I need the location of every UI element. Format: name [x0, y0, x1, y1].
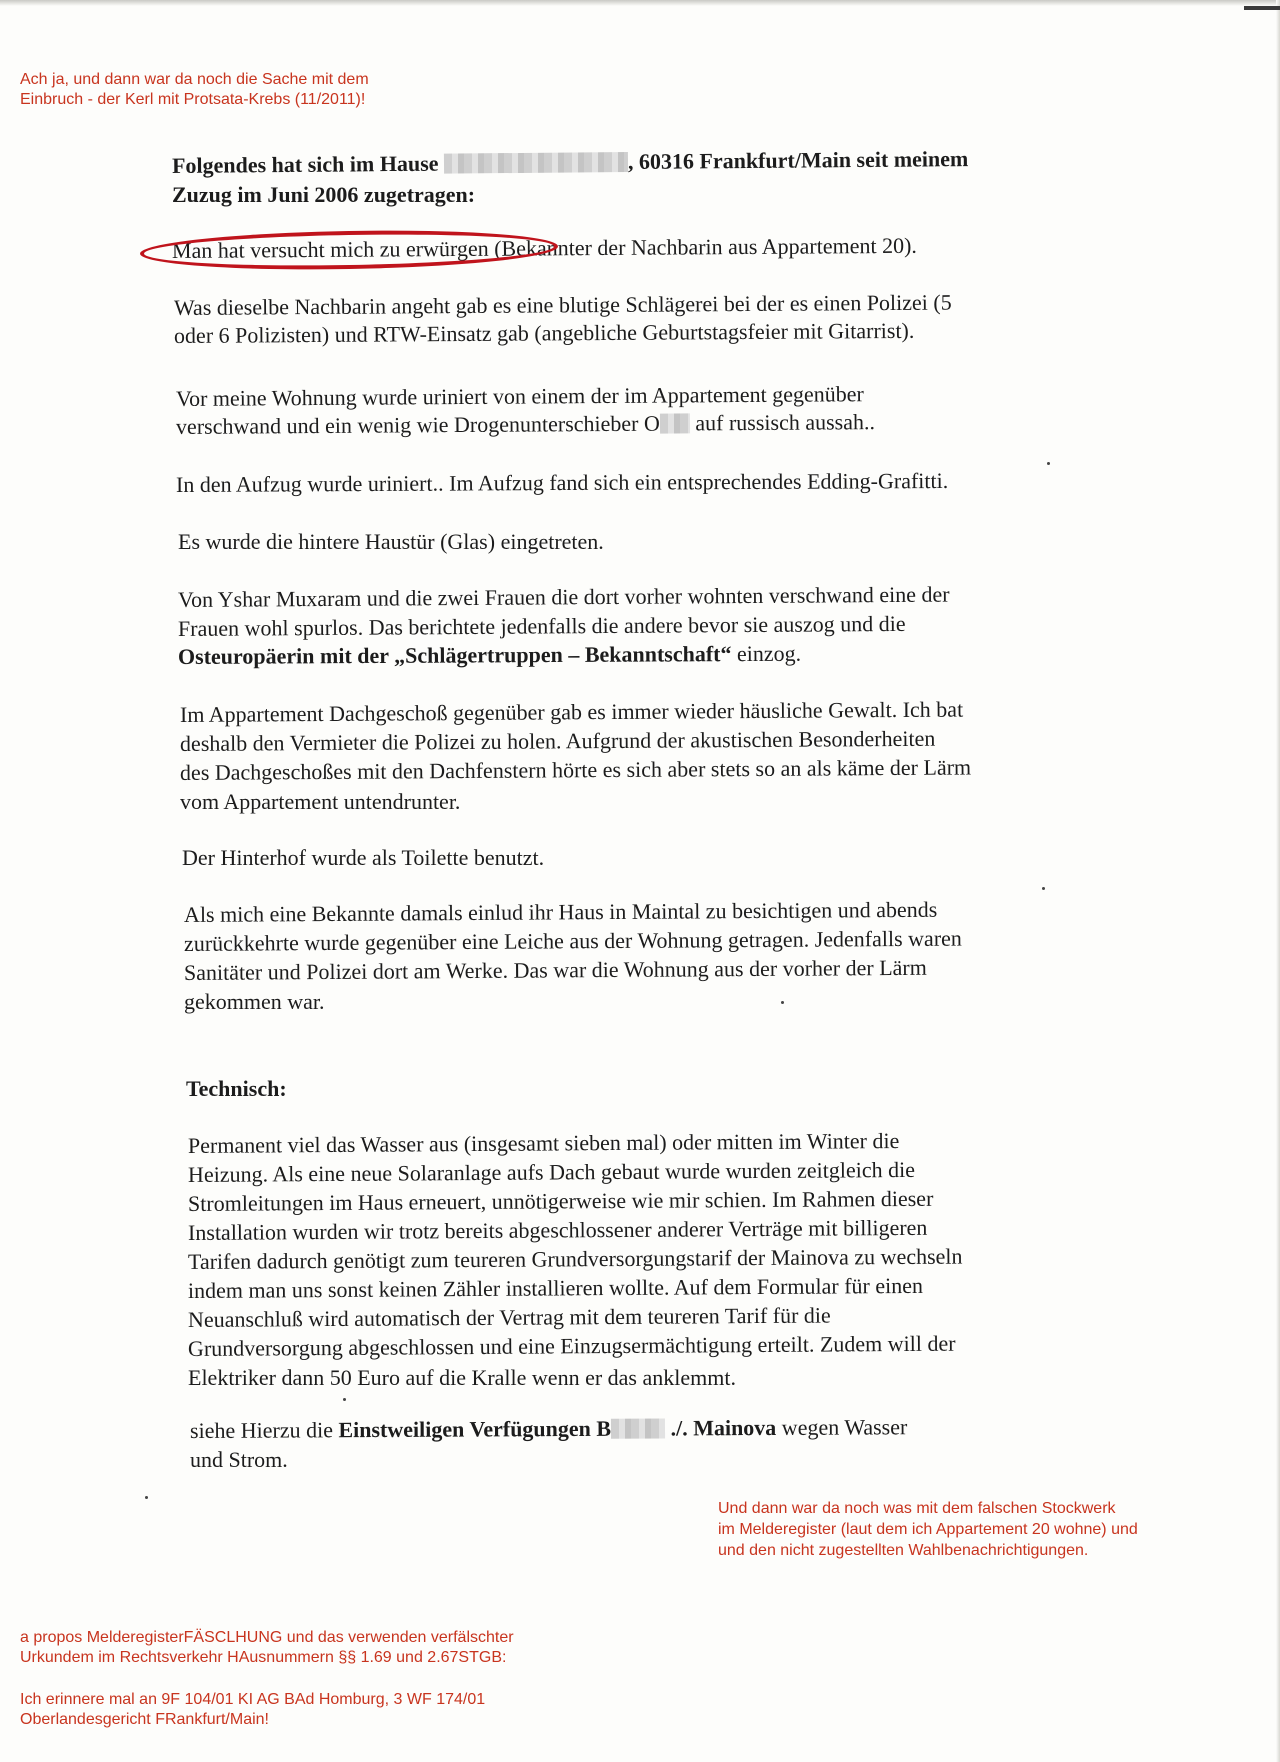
paragraph-disappear-line-2: Frauen wohl spurlos. Das berichtete jedenfalls die andere bevor sie auszog und die — [177, 610, 906, 641]
highlight-circle — [140, 227, 559, 272]
paragraph-technical-line-5: Tarifen dadurch genötigt zum teureren Grundversorgungstarif der Mainova zu wechseln — [187, 1243, 963, 1274]
doc-heading-line-1 — [172, 144, 969, 180]
paragraph-corpse-line-2: zurückkehrte wurde gegenüber eine Leiche aus der Wohnung getragen. Jedenfalls waren — [183, 925, 962, 956]
injunction-bold-b: ./. Mainova — [664, 1414, 777, 1441]
heading-text-b: , 60316 Frankfurt/Main seit meinem — [627, 146, 969, 175]
top-note-line-2: Einbruch - der Kerl mit Protsata-Krebs (11/2011)! — [20, 91, 366, 108]
paragraph-disappear-line-1: Von Yshar Muxaram und die zwei Frauen die dort vorher wohnten verschwand eine der — [177, 581, 950, 612]
paragraph-technical-line-4: Installation wurden wir trotz bereits abgeschlossener anderer Verträge mit billigeren — [187, 1214, 928, 1245]
paragraph-fight-line-1: Was dieselbe Nachbarin angeht gab es eine blutige Schlägerei bei der es einen Polizei (5 — [173, 289, 952, 320]
injunction-text-a: siehe Hierzu die — [189, 1417, 339, 1443]
bottom-note-2-line-1: Ich erinnere mal an 9F 104/01 KI AG BAd Homburg, 3 WF 174/01 — [20, 1691, 486, 1708]
bottom-note-1-line-1: a propos MelderegisterFÄSCLHUNG und das verwenden verfälschter — [20, 1629, 514, 1646]
bottom-note-1-line-2: Urkundem im Rechtsverkehr HAusnummern §§ 1.69 und 2.67STGB: — [20, 1649, 507, 1666]
paragraph-injunction-line-1 — [190, 1412, 907, 1445]
paragraph-corpse-line-1: Als mich eine Bekannte damals einlud ihr Haus in Maintal zu besichtigen und abends — [183, 896, 938, 927]
doc-heading-line-2: Zuzug im Juni 2006 zugetragen: — [172, 182, 476, 207]
right-note-line-2: im Melderegister (laut dem ich Appartement 20 wohne) und — [718, 1521, 1138, 1538]
paragraph-violence-line-4: vom Appartement untendrunter. — [180, 789, 461, 814]
paragraph-technical-line-8: Grundversorgung abgeschlossen und eine Einzugsermächtigung erteilt. Zudem will der — [187, 1330, 956, 1361]
paragraph-violence-line-3: des Dachgeschoßes mit den Dachfenstern hörte es sich aber stets so an als käme der Lärm — [179, 754, 972, 785]
scan-speck — [145, 1496, 148, 1499]
disappear-bold: Osteuropäerin mit der „Schlägertruppen – Bekanntschaft“ — [177, 641, 732, 669]
heading-text-a: Folgendes hat sich im Hause — [171, 150, 439, 178]
page-top-edge — [0, 0, 1280, 6]
scan-speck — [1047, 462, 1050, 465]
paragraph-technical-line-3: Stromleitungen im Haus erneuert, unnötigerweise wie mir schien. Im Rahmen dieser — [187, 1185, 934, 1216]
corner-mark — [1244, 6, 1280, 10]
disappear-rest: einzog. — [731, 640, 802, 667]
urine-text-b: auf russisch aussah.. — [689, 409, 876, 436]
redacted-address — [444, 152, 628, 174]
paragraph-corpse-line-3: Sanitäter und Polizei dort am Werke. Das war die Wohnung aus der vorher der Lärm — [183, 954, 927, 985]
right-note-line-3: und den nicht zugestellten Wahlbenachrichtigungen. — [718, 1542, 1089, 1559]
paragraph-technical-line-7: Neuanschluß wird automatisch der Vertrag mit dem teureren Tarif für die — [187, 1302, 831, 1332]
right-note-line-1: Und dann war da noch was mit dem falschen Stockwerk — [718, 1500, 1116, 1517]
injunction-text-c: wegen Wasser — [776, 1414, 908, 1440]
paragraph-backyard: Der Hinterhof wurde als Toilette benutzt. — [182, 845, 545, 870]
paragraph-fight-line-2: oder 6 Polizisten) und RTW-Einsatz gab (angebliche Geburtstagsfeier mit Gitarrist). — [173, 317, 915, 348]
scan-speck — [343, 1398, 346, 1401]
injunction-bold-a: Einstweiligen Verfügungen B — [338, 1415, 612, 1443]
paragraph-door: Es wurde die hintere Haustür (Glas) eingetreten. — [178, 529, 604, 554]
paragraph-technical-line-9: Elektriker dann 50 Euro auf die Kralle wenn er das anklemmt. — [188, 1365, 736, 1390]
paragraph-violence-line-1: Im Appartement Dachgeschoß gegenüber gab es immer wieder häusliche Gewalt. Ich bat — [179, 696, 964, 727]
paragraph-violence-line-2: deshalb den Vermieter die Polizei zu holen. Aufgrund der akustischen Besonderheiten — [179, 725, 936, 756]
bottom-note-2-line-2: Oberlandesgericht FRankfurt/Main! — [20, 1711, 269, 1728]
paragraph-technical-line-6: indem man uns sonst keinen Zähler installieren wollte. Auf dem Formular für einen — [187, 1272, 924, 1303]
urine-text-a: verschwand und ein wenig wie Drogenunterschieber O — [175, 410, 660, 439]
paragraph-technical-line-2: Heizung. Als eine neue Solaranlage aufs Dach gebaut wurde wurden zeitgleich die — [187, 1156, 916, 1187]
section-heading-technisch: Technisch: — [186, 1076, 287, 1101]
paragraph-injunction-line-2: und Strom. — [190, 1447, 288, 1472]
scan-speck — [1042, 887, 1045, 890]
top-note-line-1: Ach ja, und dann war da noch die Sache mit dem — [20, 71, 369, 88]
redacted-name — [660, 413, 690, 433]
paragraph-urine-line-2 — [176, 407, 875, 441]
paragraph-strangling: Man hat versucht mich zu erwürgen (Bekannter der Nachbarin aus Appartement 20). — [171, 232, 917, 263]
redacted-surname — [611, 1419, 665, 1439]
page-right-edge — [1276, 0, 1280, 1762]
paragraph-technical-line-1: Permanent viel das Wasser aus (insgesamt sieben mal) oder mitten im Winter die — [187, 1128, 900, 1158]
paragraph-urine-line-1: Vor meine Wohnung wurde uriniert von einem der im Appartement gegenüber — [175, 381, 864, 411]
paragraph-corpse-line-4: gekommen war. — [184, 989, 325, 1014]
paragraph-elevator: In den Aufzug wurde uriniert.. Im Aufzug fand sich ein entsprechendes Edding-Grafitti. — [175, 467, 949, 497]
scan-speck — [781, 1001, 784, 1004]
paragraph-disappear-line-3 — [178, 639, 801, 671]
